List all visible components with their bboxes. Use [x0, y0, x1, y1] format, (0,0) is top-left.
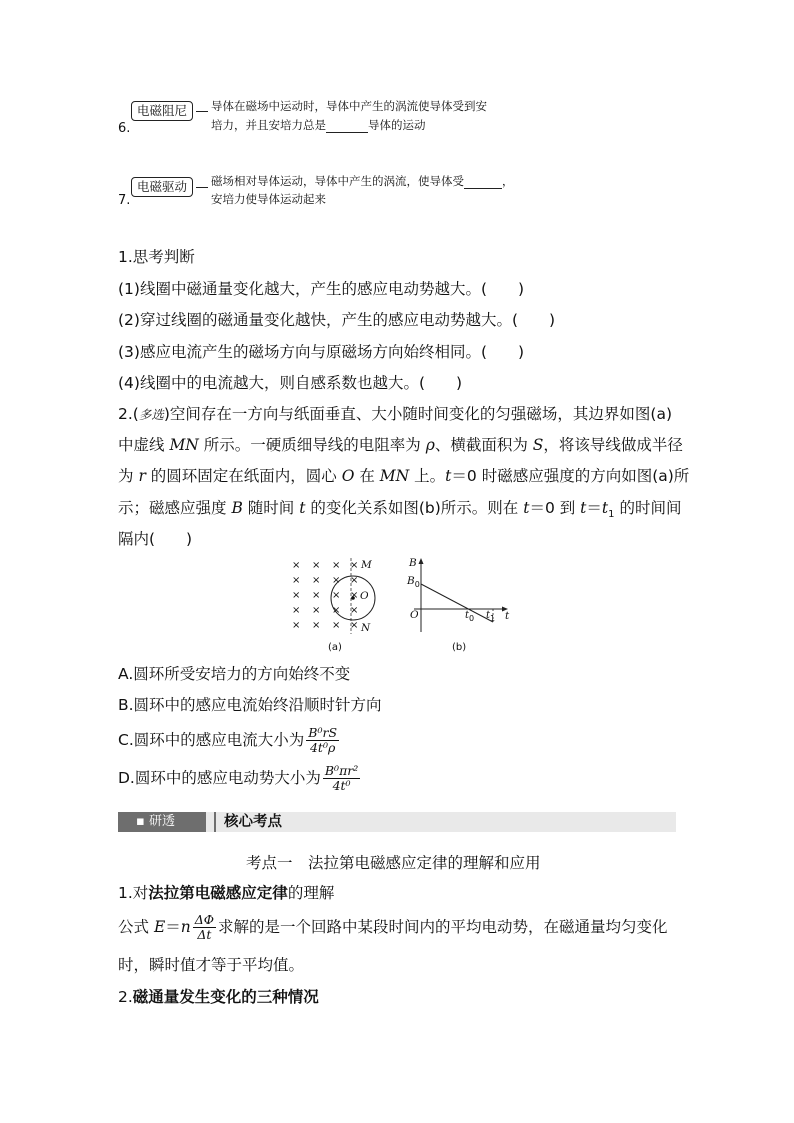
field-cross-mark: ×	[332, 605, 341, 616]
field-cross-mark: ×	[332, 590, 341, 601]
text-span: 导体的运动	[368, 118, 426, 132]
field-cross-mark: ×	[350, 605, 359, 616]
field-cross-mark: ×	[350, 560, 359, 571]
var-span: n	[180, 918, 191, 936]
q1-statement: (4)线圈中的电流越大，则自感系数也越大。( )	[118, 374, 463, 392]
text-span: 2.(	[118, 405, 139, 423]
text-span: 的变化关系如图(b)所示。则在	[305, 499, 524, 517]
text-span: C.圆环中的感应电流大小为	[118, 731, 305, 749]
var-span: t	[523, 499, 530, 517]
var-span: S	[532, 436, 544, 454]
text-span: 培力，并且安培力总是	[211, 118, 326, 132]
q2-line	[118, 404, 672, 425]
formula-line-2: 时，瞬时值才等于平均值。	[118, 956, 305, 974]
var-span: O	[341, 467, 355, 485]
fraction	[323, 764, 360, 793]
field-cross-mark: ×	[312, 575, 321, 586]
field-cross-mark: ×	[332, 560, 341, 571]
option-C	[118, 722, 341, 758]
badge-electromagnetic-damping: 电磁阻尼	[131, 101, 193, 121]
label-O: O	[360, 590, 369, 602]
field-cross-mark: ×	[292, 620, 301, 631]
subscript: 0	[414, 580, 420, 590]
section-title: 核心考点	[214, 812, 282, 832]
text-span: ＝	[165, 918, 181, 936]
text-span: 的理解	[287, 884, 335, 902]
section-tag	[118, 812, 206, 832]
q2-line	[118, 498, 681, 525]
text-span: 1.对	[118, 884, 149, 902]
var-span: MN	[169, 436, 199, 454]
label-M: M	[361, 559, 372, 571]
field-cross-mark: ×	[312, 560, 321, 571]
option-D	[118, 760, 362, 796]
label-t0	[465, 610, 474, 623]
answer-blank	[464, 176, 502, 189]
field-cross-mark: ×	[312, 620, 321, 631]
label-t1	[486, 610, 495, 623]
text-span: ，	[502, 174, 514, 188]
text-span: 上。	[409, 467, 446, 485]
text-span: D.圆环中的感应电动势大小为	[118, 769, 321, 787]
q1-statement: (2)穿过线圈的磁通量变化越快，产生的感应电动势越大。( )	[118, 311, 556, 329]
text-span: 的时间间	[614, 499, 682, 517]
item-number: 7.	[118, 193, 131, 208]
q2-line	[118, 435, 683, 455]
item-text-line: 安培力使导体运动起来	[211, 192, 326, 206]
var-span: MN	[379, 467, 410, 485]
b-t-graph	[404, 556, 514, 656]
item-text-line	[211, 173, 514, 189]
var-span: r	[138, 467, 146, 485]
section-bar	[118, 812, 676, 832]
var-span: t	[486, 610, 491, 621]
var-span: t	[445, 467, 452, 485]
denominator: 4t⁰ρ	[309, 740, 336, 755]
text-span: )空间存在一方向与纸面垂直、大小随时间变化的匀强磁场，其边界如图(a)	[163, 405, 673, 423]
item-number: 6.	[118, 121, 131, 136]
connector-line	[196, 187, 208, 188]
var-span: B	[231, 499, 243, 517]
text-span: 随时间	[242, 499, 300, 517]
text-span: 示；磁感应强度	[118, 499, 232, 517]
text-span: ，将该导线做成半径	[543, 436, 683, 454]
q1-title: 1.思考判断	[118, 248, 195, 266]
field-cross-mark: ×	[350, 590, 359, 601]
figure-a	[284, 556, 384, 656]
subscript: 0	[469, 614, 475, 623]
field-cross-mark: ×	[350, 575, 359, 586]
figure-caption: (b)	[452, 642, 467, 653]
figure-b	[404, 556, 514, 656]
text-span: 法拉第电磁感应定律	[148, 884, 288, 902]
point-2-title	[118, 987, 319, 1007]
option-B: B.圆环中的感应电流始终沿顺时针方向	[118, 696, 382, 714]
q1-statement: (3)感应电流产生的磁场方向与原磁场方向始终相同。( )	[118, 343, 525, 361]
subscript: 1	[608, 509, 615, 521]
var-span: t	[299, 499, 306, 517]
var-span: B	[407, 575, 415, 587]
label-B0	[407, 575, 420, 589]
field-cross-mark: ×	[332, 575, 341, 586]
multi-select-tag: 多选	[138, 407, 164, 422]
figure-caption: (a)	[328, 642, 342, 653]
field-cross-mark: ×	[312, 605, 321, 616]
field-cross-mark: ×	[292, 605, 301, 616]
text-span: 求解的是一个回路中某段时间内的平均电动势，在磁通量均匀变化	[218, 918, 668, 936]
text-span: 中虚线	[118, 436, 170, 454]
text-span: 磁场相对导体运动，导体中产生的涡流，使导体受	[211, 174, 464, 188]
point-1-title	[118, 883, 334, 903]
option-A: A.圆环所受安培力的方向始终不变	[118, 665, 351, 683]
text-span: 的圆环固定在纸面内，圆心	[145, 467, 342, 485]
var-span: t	[601, 499, 609, 517]
label-origin: O	[410, 609, 419, 621]
var-span: ρ	[425, 436, 435, 454]
numerator: ΔΦ	[194, 912, 215, 927]
text-span: 磁通量发生变化的三种情况	[132, 988, 319, 1006]
label-t-axis: t	[505, 610, 510, 622]
text-span: ＝	[586, 499, 602, 517]
var-span: E	[153, 918, 166, 936]
section-tag-text: ▪ 研透	[136, 814, 175, 829]
fraction	[306, 726, 339, 755]
field-cross-mark: ×	[350, 620, 359, 631]
field-cross-mark: ×	[312, 590, 321, 601]
field-cross-mark: ×	[292, 590, 301, 601]
text-span: 、横截面积为	[434, 436, 533, 454]
var-span: t	[465, 610, 470, 621]
label-B-axis: B	[409, 557, 417, 569]
denominator: 4t⁰	[332, 778, 351, 793]
numerator: B⁰πr²	[324, 763, 359, 778]
text-span: ＝0 时磁感应强度的方向如图(a)所	[451, 467, 690, 485]
field-cross-mark: ×	[292, 575, 301, 586]
q2-line	[118, 466, 689, 486]
text-span: 为	[118, 467, 139, 485]
numerator: B⁰rS	[308, 725, 338, 740]
text-span: 2.	[118, 988, 133, 1006]
var-span: t	[580, 499, 587, 517]
text-span: ＝0 到	[529, 499, 581, 517]
kaodian-heading: 考点一 法拉第电磁感应定律的理解和应用	[246, 854, 541, 872]
item-text-line	[211, 117, 426, 133]
q2-line: 隔内( )	[118, 530, 193, 548]
fraction	[193, 913, 216, 942]
denominator: Δt	[197, 927, 212, 942]
q1-statement: (1)线圈中磁通量变化越大，产生的感应电动势越大。( )	[118, 280, 525, 298]
subscript: 1	[490, 614, 496, 623]
connector-line	[196, 111, 208, 112]
text-span: 公式	[118, 918, 154, 936]
label-N: N	[361, 622, 371, 634]
badge-electromagnetic-drive: 电磁驱动	[131, 177, 193, 197]
field-cross-mark: ×	[332, 620, 341, 631]
item-text-line: 导体在磁场中运动时，导体中产生的涡流使导体受到安	[211, 99, 487, 113]
formula-line	[118, 908, 668, 946]
answer-blank	[326, 120, 368, 133]
text-span: 所示。一硬质细导线的电阻率为	[198, 436, 426, 454]
field-cross-mark: ×	[292, 560, 301, 571]
text-span: 在	[354, 467, 380, 485]
